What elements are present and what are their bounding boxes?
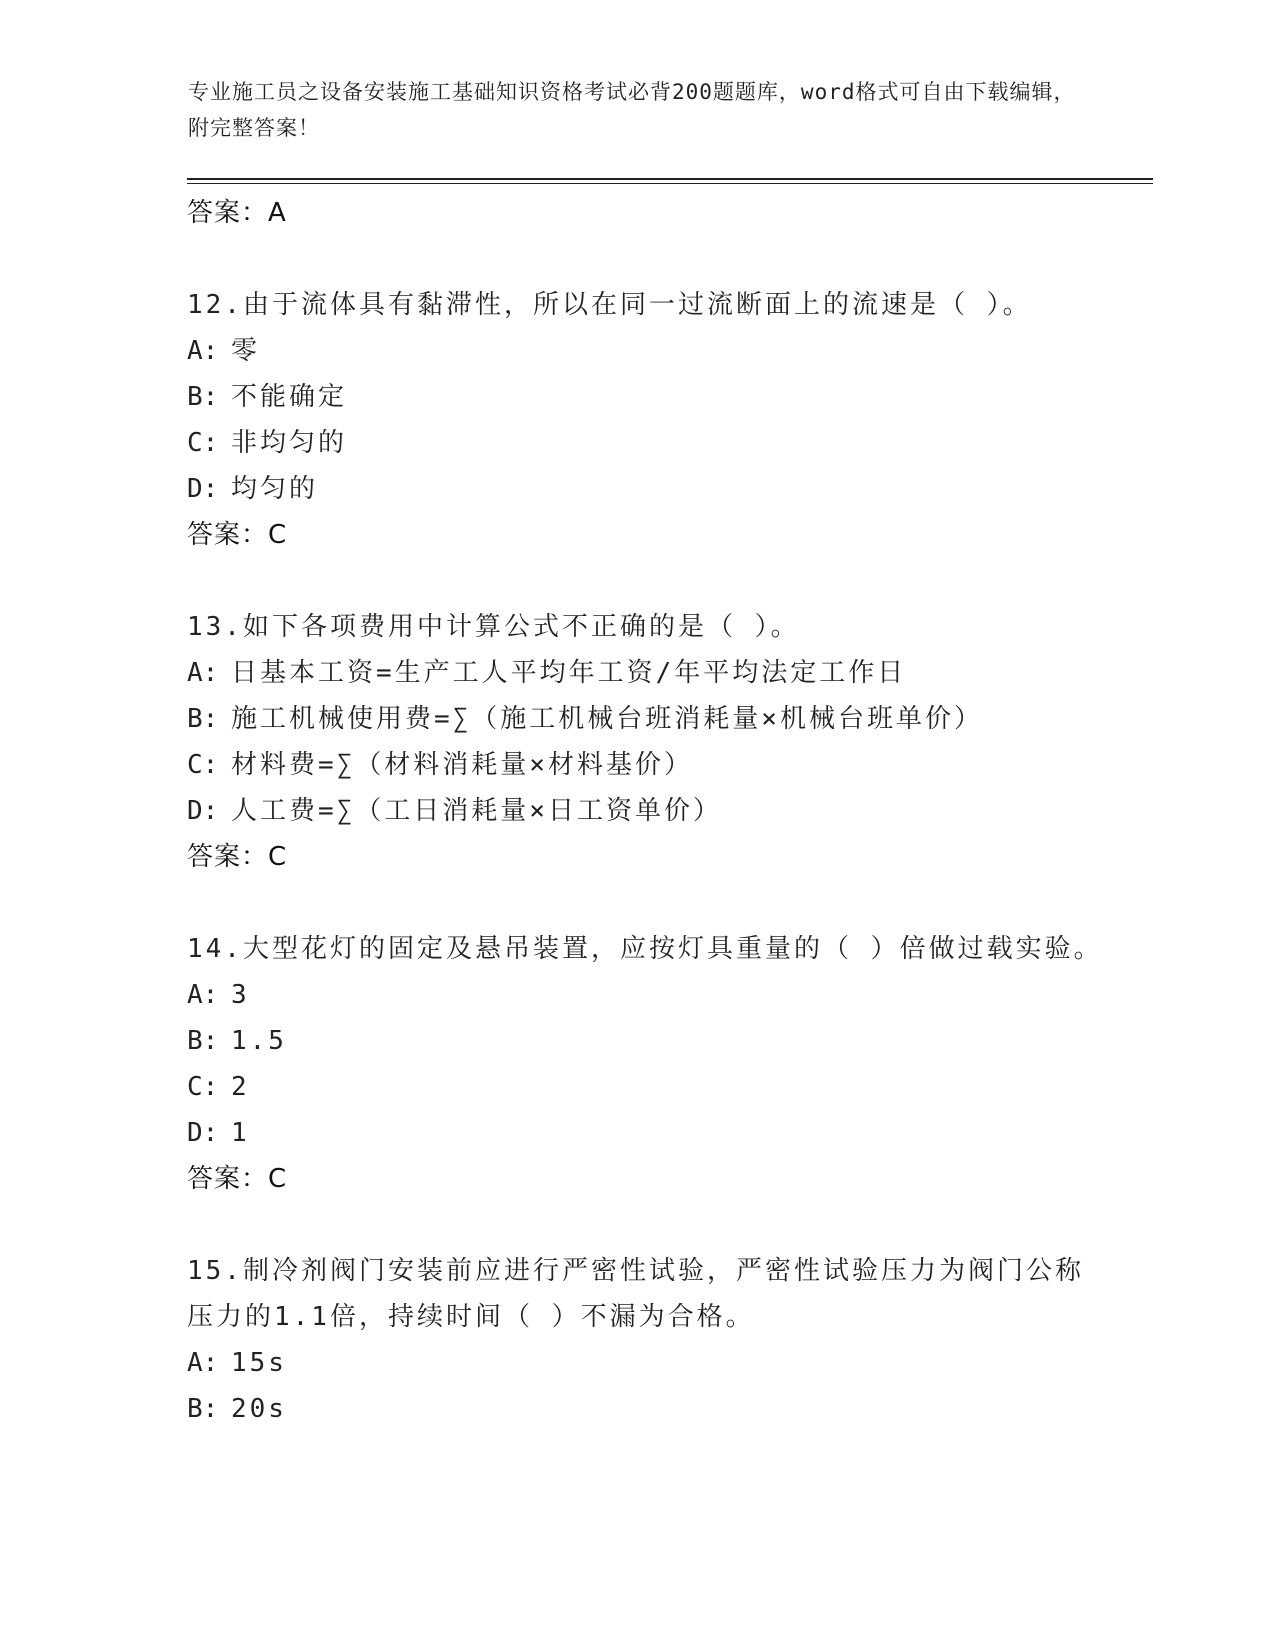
option-d xyxy=(187,1110,1107,1156)
option-text: 材料费=∑（材料消耗量×材料基价） xyxy=(231,750,693,780)
option-text: 日基本工资=生产工人平均年工资/年平均法定工作日 xyxy=(231,658,907,688)
option-text: 零 xyxy=(231,336,261,366)
question-stem: 14.大型花灯的固定及悬吊装置，应按灯具重量的（ ）倍做过载实验。 xyxy=(187,934,1103,964)
option-c xyxy=(187,742,1107,788)
option-a xyxy=(187,1340,1107,1386)
option-d xyxy=(187,466,1107,512)
option-letter: A: xyxy=(187,1348,219,1378)
option-text: 15s xyxy=(231,1348,287,1378)
option-a xyxy=(187,328,1107,374)
question-stem: 15.制冷剂阀门安装前应进行严密性试验，严密性试验压力为阀门公称压力的1.1倍，持续时间（ ）不漏为合格。 xyxy=(187,1256,1084,1332)
previous-answer: 答案：A xyxy=(187,198,287,228)
option-letter: B: xyxy=(187,1394,219,1424)
question-stem: 13.如下各项费用中计算公式不正确的是（ ）。 xyxy=(187,612,800,642)
header-rule-thick xyxy=(187,178,1153,180)
option-text: 1.5 xyxy=(231,1026,287,1056)
option-letter: C: xyxy=(187,1072,219,1102)
option-b xyxy=(187,1018,1107,1064)
option-text: 非均匀的 xyxy=(231,428,348,458)
spacer xyxy=(187,880,1107,926)
option-letter: B: xyxy=(187,704,219,734)
option-text: 2 xyxy=(231,1072,250,1102)
option-b xyxy=(187,696,1107,742)
question-block xyxy=(187,282,1107,558)
option-c xyxy=(187,420,1107,466)
question-stem: 12.由于流体具有黏滞性，所以在同一过流断面上的流速是（ ）。 xyxy=(187,290,1032,320)
question-answer: 答案：C xyxy=(187,842,288,872)
option-letter: D: xyxy=(187,796,219,826)
option-letter: D: xyxy=(187,1118,219,1148)
option-letter: B: xyxy=(187,382,219,412)
option-c xyxy=(187,1064,1107,1110)
option-text: 3 xyxy=(231,980,250,1010)
option-a xyxy=(187,650,1107,696)
option-text: 20s xyxy=(231,1394,287,1424)
option-text: 施工机械使用费=∑（施工机械台班消耗量×机械台班单价） xyxy=(231,704,983,734)
option-letter: A: xyxy=(187,658,219,688)
spacer xyxy=(187,1202,1107,1248)
option-letter: C: xyxy=(187,428,219,458)
question-block xyxy=(187,604,1107,880)
option-a xyxy=(187,972,1107,1018)
question-block xyxy=(187,1248,1107,1432)
option-text: 1 xyxy=(231,1118,250,1148)
question-block xyxy=(187,926,1107,1202)
option-letter: A: xyxy=(187,980,219,1010)
option-text: 不能确定 xyxy=(231,382,348,412)
option-d xyxy=(187,788,1107,834)
header-rule-thin xyxy=(187,183,1153,184)
option-b xyxy=(187,374,1107,420)
question-list xyxy=(187,190,1107,1432)
question-answer: 答案：C xyxy=(187,520,288,550)
question-answer: 答案：C xyxy=(187,1164,288,1194)
option-letter: D: xyxy=(187,474,219,504)
option-text: 均匀的 xyxy=(231,474,319,504)
option-letter: A: xyxy=(187,336,219,366)
option-letter: C: xyxy=(187,750,219,780)
spacer xyxy=(187,558,1107,604)
option-b xyxy=(187,1386,1107,1432)
spacer xyxy=(187,236,1107,282)
option-letter: B: xyxy=(187,1026,219,1056)
option-text: 人工费=∑（工日消耗量×日工资单价） xyxy=(231,796,722,826)
page-header: 专业施工员之设备安装施工基础知识资格考试必背200题题库，word格式可自由下载编辑，附完整答案！ xyxy=(188,80,1076,140)
